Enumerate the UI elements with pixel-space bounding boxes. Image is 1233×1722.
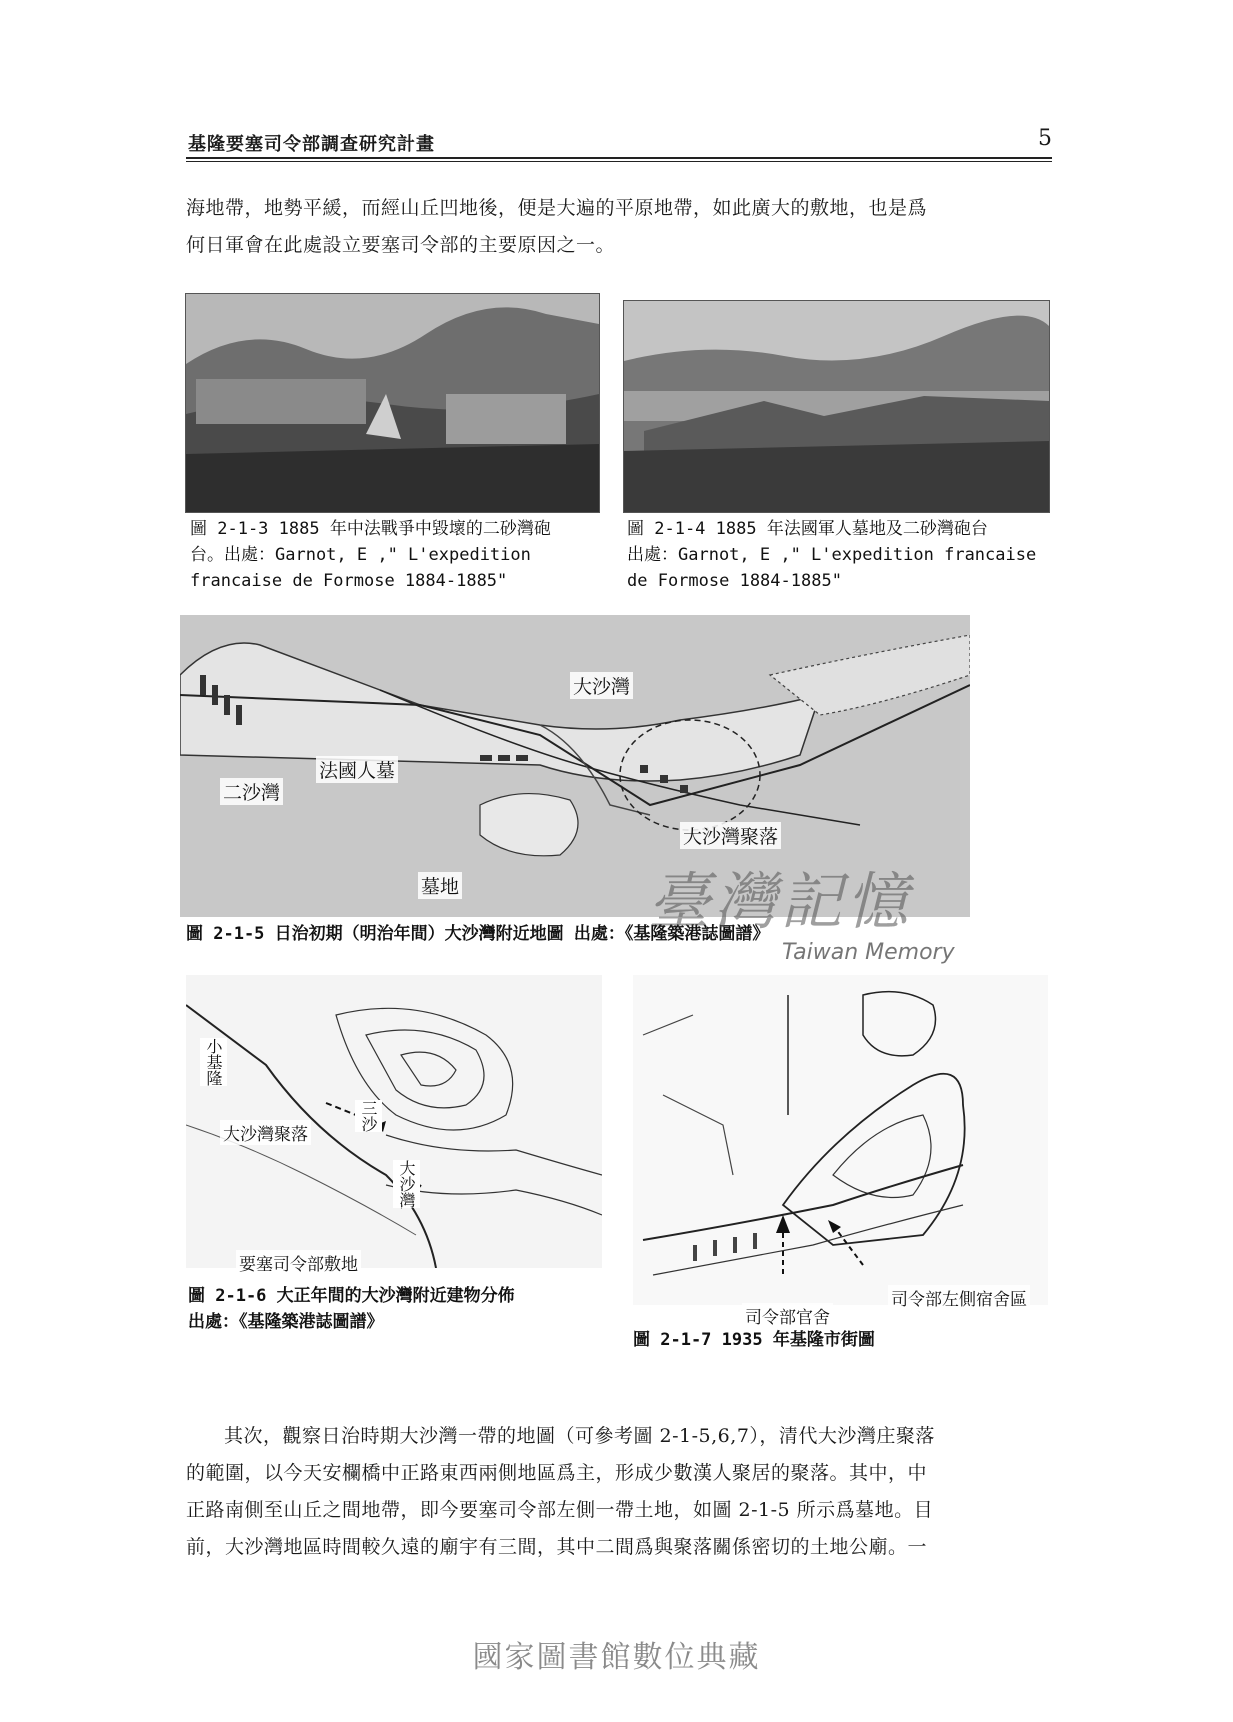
- footer-digital-collection: 國家圖書館數位典藏: [472, 1640, 761, 1675]
- caption-line: 台。出處：Garnot, E ," L'expedition: [190, 545, 531, 565]
- paragraph-line: 海地帶，地勢平緩，而經山丘凹地後，便是大遍的平原地帶，如此廣大的敷地，也是爲: [186, 197, 928, 219]
- paragraph-line: 正路南側至山丘之間地帶，即今要塞司令部左側一帶土地，如圖 2-1-5 所示爲墓地。目: [186, 1499, 934, 1521]
- map-label-settlement-2: 大沙灣聚落: [220, 1120, 311, 1145]
- watermark-english: Taiwan Memory: [782, 940, 955, 965]
- map-label-er-sha-wan: 二沙灣: [220, 778, 283, 805]
- running-header-title: 基隆要塞司令部調查研究計畫: [188, 134, 435, 155]
- caption-line: 圖 2-1-4 1885 年法國軍人墓地及二砂灣砲台: [627, 519, 988, 539]
- map-label-da-sha: 大沙灣: [393, 1160, 420, 1208]
- map-label-san-sha: 三沙: [355, 1100, 382, 1132]
- paragraph-top: [186, 190, 1056, 264]
- paragraph-line: 其次，觀察日治時期大沙灣一帶的地圖（可參考圖 2-1-5,6,7），清代大沙灣庄聚落: [224, 1425, 935, 1447]
- map-label-dorm: 司令部左側宿舍區: [888, 1285, 1030, 1310]
- figure-2-1-7-caption: 圖 2-1-7 1935 年基隆市街圖: [633, 1330, 875, 1350]
- header-rule: [186, 157, 1052, 162]
- paragraph-line: 何日軍會在此處設立要塞司令部的主要原因之一。: [186, 234, 616, 256]
- figure-2-1-3-photo: [185, 293, 600, 513]
- figure-2-1-5-caption: 圖 2-1-5 日治初期（明治年間）大沙灣附近地圖 出處：《基隆築港誌圖譜》: [186, 924, 770, 944]
- map-label-official-residence: 司令部官舍: [742, 1303, 833, 1328]
- map-label-da-sha-wan: 大沙灣: [570, 672, 633, 699]
- paragraph-bottom: [186, 1418, 1056, 1566]
- page-number: 5: [1038, 126, 1052, 151]
- watermark-chinese: 臺灣記憶: [648, 865, 913, 938]
- caption-line: 出處：Garnot, E ," L'expedition francaise: [627, 545, 1037, 565]
- map-label-hq-site: 要塞司令部敷地: [236, 1250, 361, 1275]
- map-label-cemetery: 墓地: [418, 872, 462, 899]
- paragraph-line: 的範圍，以今天安欄橋中正路東西兩側地區爲主，形成少數漢人聚居的聚落。其中，中: [186, 1462, 928, 1484]
- map-label-french-tomb: 法國人墓: [316, 756, 398, 783]
- map-label-settlement: 大沙灣聚落: [680, 822, 781, 849]
- map-label-xiao-jilong: 小基隆: [200, 1038, 227, 1086]
- paragraph-line: 前，大沙灣地區時間較久遠的廟宇有三間，其中二間爲與聚落關係密切的土地公廟。一: [186, 1536, 928, 1558]
- figure-2-1-4-caption: [627, 516, 1057, 594]
- caption-line: 圖 2-1-6 大正年間的大沙灣附近建物分佈: [188, 1286, 515, 1306]
- caption-line: francaise de Formose 1884-1885": [190, 571, 508, 591]
- caption-line: 出處：《基隆築港誌圖譜》: [188, 1312, 384, 1332]
- figure-2-1-4-photo: [623, 300, 1050, 513]
- figure-2-1-6-caption: [188, 1283, 608, 1335]
- caption-line: de Formose 1884-1885": [627, 571, 842, 591]
- caption-line: 圖 2-1-3 1885 年中法戰爭中毀壞的二砂灣砲: [190, 519, 551, 539]
- figure-2-1-3-caption: [190, 516, 610, 594]
- figure-2-1-7-map: [633, 975, 1048, 1305]
